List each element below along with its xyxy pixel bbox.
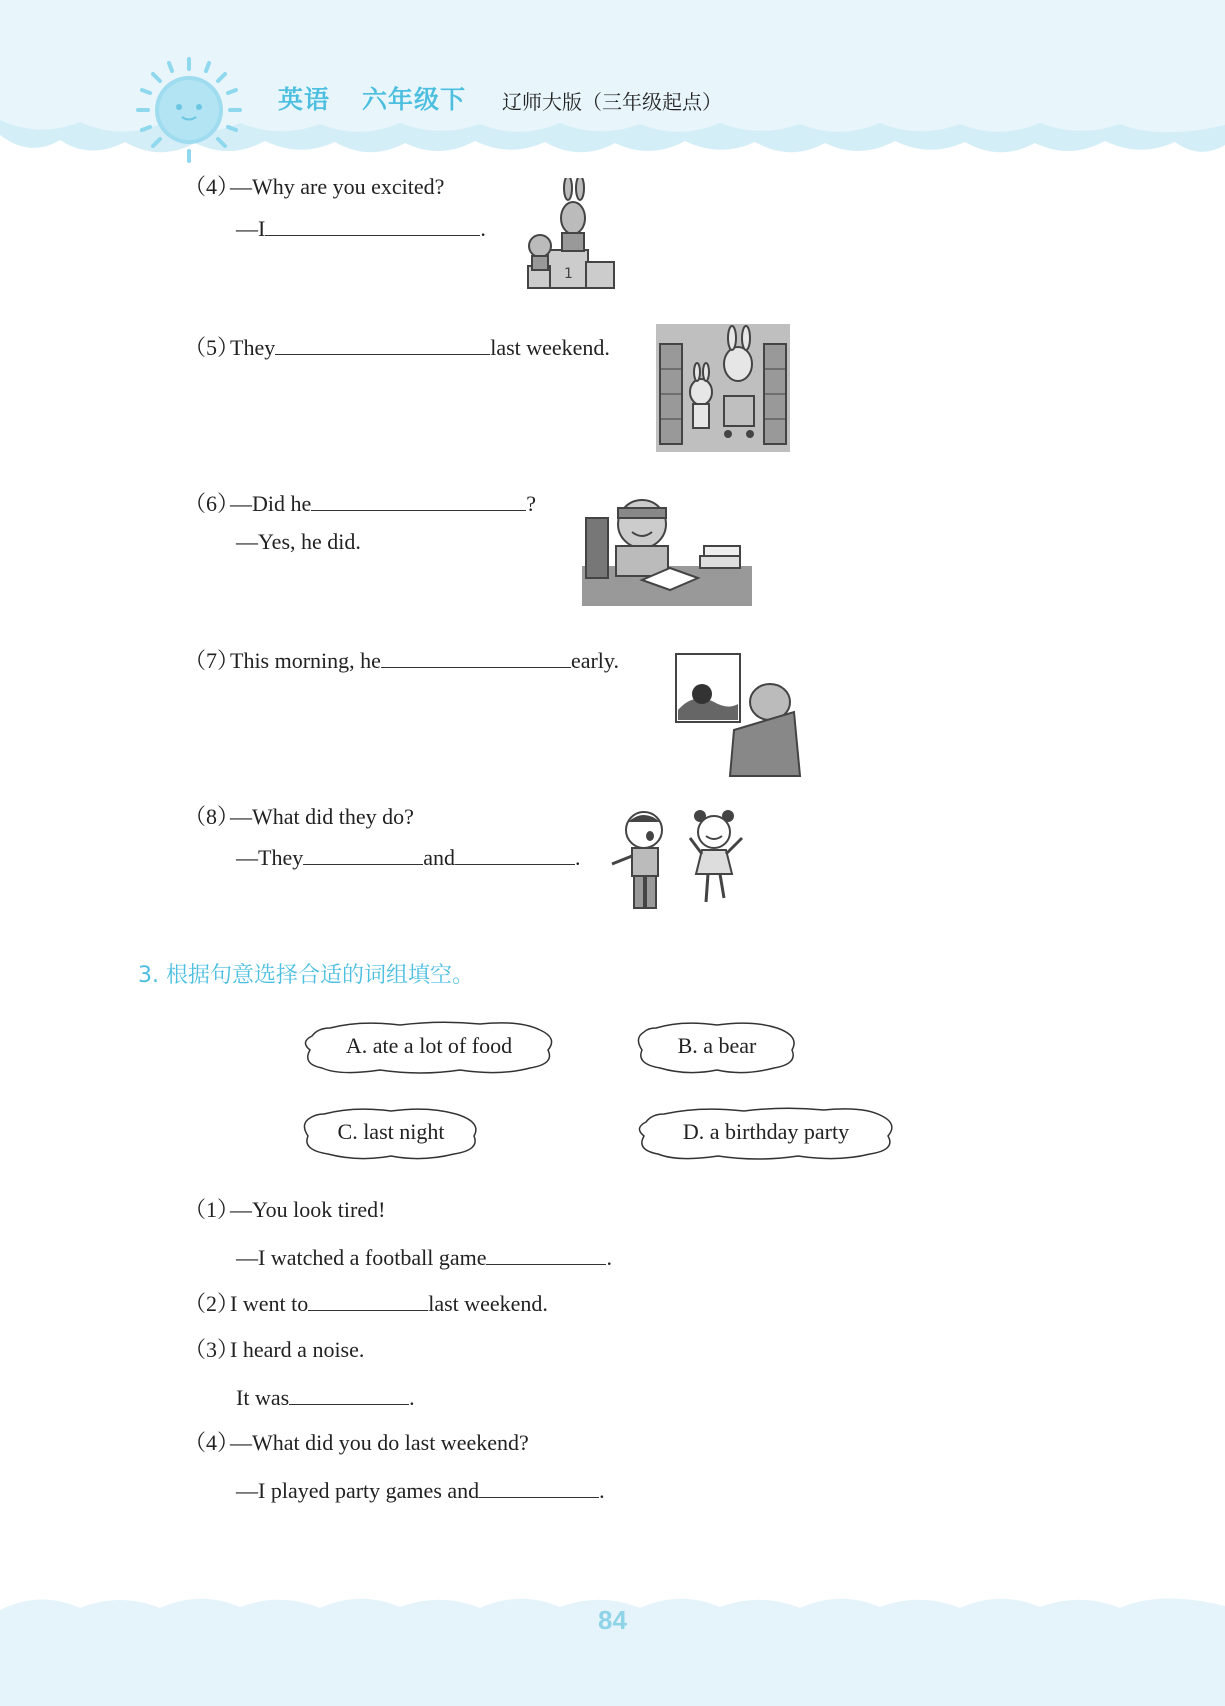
question-number: （5） [184, 335, 240, 360]
answer-blank[interactable] [479, 1475, 599, 1498]
page-number: 84 [598, 1605, 627, 1635]
s3-question-1 [184, 1195, 385, 1225]
s3-question-3-answer [236, 1382, 415, 1413]
question-number: （3） [184, 1337, 240, 1362]
question-number: （1） [184, 1197, 240, 1222]
question-text: This morning, he [230, 648, 381, 673]
library-shopping-illustration [656, 324, 790, 452]
question-4-answer [236, 213, 486, 244]
option-a-label: A. ate a lot of food [345, 1033, 513, 1058]
question-text: —You look tired! [230, 1197, 386, 1222]
question-line: —Why are you excited? [230, 174, 445, 199]
option-c-cloud [298, 1106, 484, 1162]
question-number: （2） [184, 1291, 240, 1316]
s3-question-1-answer [236, 1242, 612, 1273]
answer-suffix: . [480, 216, 486, 241]
answer-suffix: . [409, 1385, 415, 1410]
question-6 [184, 488, 536, 519]
reading-book-illustration [582, 488, 752, 606]
answer-blank[interactable] [311, 488, 526, 511]
answer-suffix: . [574, 845, 581, 870]
singing-dancing-illustration [610, 808, 750, 912]
answer-prefix: —I [236, 216, 266, 241]
answer-prefix: —I watched a football game [236, 1245, 487, 1270]
question-text: I heard a noise. [230, 1337, 365, 1362]
header-subject: 英语 [278, 85, 331, 114]
answer-text: —Yes, he did. [236, 529, 361, 554]
question-number: （6） [184, 491, 240, 516]
answer-suffix: . [599, 1478, 605, 1503]
svg-text:1: 1 [564, 266, 573, 282]
option-d-cloud [634, 1106, 898, 1162]
answer-prefix: It was [236, 1385, 290, 1410]
question-4 [184, 172, 444, 202]
sun-icon [134, 55, 244, 165]
answer-blank[interactable] [486, 1242, 606, 1265]
s3-question-2 [184, 1288, 548, 1319]
header-edition: 辽师大版（三年级起点） [502, 90, 722, 114]
option-c-label: C. last night [337, 1119, 445, 1144]
answer-blank[interactable] [265, 213, 480, 236]
option-b-cloud [632, 1020, 802, 1076]
question-8-answer [236, 842, 580, 873]
question-text-end: last weekend. [428, 1291, 548, 1316]
answer-blank-2[interactable] [455, 842, 575, 865]
question-text: —What did you do last weekend? [230, 1430, 529, 1455]
answer-suffix: . [606, 1245, 612, 1270]
answer-prefix: —I played party games and [236, 1478, 480, 1503]
question-text: —What did they do? [230, 804, 414, 829]
question-number: （4） [184, 174, 240, 199]
question-text-end: last weekend. [490, 335, 610, 360]
podium-winners-illustration [518, 178, 623, 293]
answer-blank[interactable] [275, 332, 490, 355]
question-number: （8） [184, 804, 240, 829]
option-d-label: D. a birthday party [682, 1119, 850, 1144]
answer-blank[interactable] [308, 1288, 428, 1311]
answer-blank[interactable] [289, 1382, 409, 1405]
question-7 [184, 645, 619, 676]
question-text: —Did he [230, 491, 312, 516]
question-number: （7） [184, 648, 240, 673]
question-text-end: early. [570, 648, 619, 673]
s3-question-4 [184, 1428, 529, 1458]
question-text-end: ? [526, 491, 537, 516]
s3-question-3 [184, 1335, 364, 1365]
s3-question-4-answer [236, 1475, 605, 1506]
answer-connector: and [423, 845, 455, 870]
option-b-label: B. a bear [677, 1033, 757, 1058]
section-3-title: 3. 根据句意选择合适的词组填空。 [138, 963, 474, 988]
answer-blank[interactable] [381, 645, 571, 668]
question-text: They [230, 335, 276, 360]
question-8 [184, 802, 414, 832]
question-number: （4） [184, 1430, 240, 1455]
answer-blank-1[interactable] [303, 842, 423, 865]
answer-prefix: —They [236, 845, 304, 870]
question-6-answer [236, 527, 361, 557]
waking-up-illustration [674, 652, 802, 778]
question-text: I went to [230, 1291, 309, 1316]
question-5 [184, 332, 610, 363]
option-a-cloud [300, 1020, 558, 1076]
header-grade: 六年级下 [362, 85, 467, 114]
